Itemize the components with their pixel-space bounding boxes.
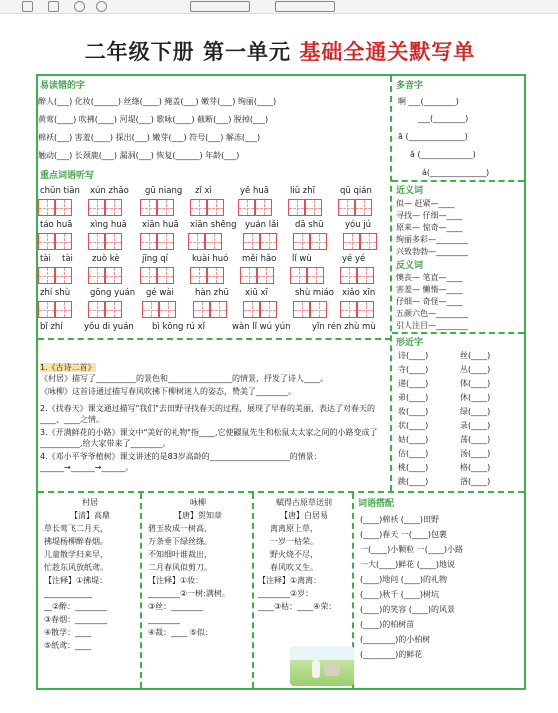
ant-line: 害羞— 懒惰—____ — [396, 285, 463, 294]
pinyin-row — [40, 254, 385, 266]
shape-right: 录(____) — [460, 421, 491, 430]
write-cell[interactable] — [338, 199, 355, 216]
write-cell[interactable] — [157, 267, 174, 284]
write-cell[interactable] — [293, 233, 310, 250]
pinyin: yuán lǎi — [245, 220, 279, 230]
poem-cunju — [44, 496, 136, 652]
poem-title: 村居 — [82, 498, 98, 507]
write-cell[interactable] — [210, 301, 227, 318]
pinyin: zǐ xì — [195, 186, 212, 196]
write-cell[interactable] — [88, 233, 105, 250]
write-cell[interactable] — [142, 301, 159, 318]
poem-note: ________②岁： — [258, 589, 314, 598]
write-cell[interactable] — [243, 301, 260, 318]
easy-row: 醉人(___) 化妆(______) 丝绦(____) 掩盖(___) 嫩芽(___) 绚丽(____) — [38, 97, 277, 106]
write-cell[interactable] — [105, 267, 122, 284]
shape-left: 桃(____) — [398, 463, 429, 472]
pinyin: dā shū — [295, 220, 324, 230]
write-cell[interactable] — [343, 233, 360, 250]
write-cell[interactable] — [193, 301, 210, 318]
match-line: (________)的小柏树 — [360, 635, 431, 644]
pinyin: bǐ zhí — [40, 322, 63, 332]
reading-item: 1.《古诗二首》 — [40, 363, 96, 372]
match-line: (____)春天 一(____)包裹 — [360, 530, 448, 539]
poem-illustration — [290, 646, 354, 686]
pinyin: táo huā — [40, 220, 73, 230]
match-line: 一(____)小颗粒 一(____)小路 — [360, 545, 464, 554]
poem-line: 二月春风似剪刀。 — [148, 563, 212, 572]
match-line: (____)的柏树苗 — [360, 620, 415, 629]
shape-left: 姑(____) — [398, 435, 429, 444]
pinyin: gōng yuán — [90, 288, 136, 298]
pinyin: liǔ zhī — [290, 186, 316, 196]
write-cell[interactable] — [88, 301, 105, 318]
shape-left: 跳(____) — [398, 477, 429, 486]
shape-left: 寺(____) — [398, 365, 429, 374]
write-cell[interactable] — [159, 301, 176, 318]
write-cell[interactable] — [307, 267, 324, 284]
poly-line: á(______________) — [422, 168, 490, 177]
poem-note: 【注释】①离离： — [258, 576, 322, 585]
pinyin: chūn tiān — [40, 186, 80, 196]
poem-note: ⑤纸鸢：____ — [44, 641, 92, 650]
pinyin: gū niang — [145, 186, 183, 196]
poly-line: ā (______________) — [398, 132, 468, 141]
write-cell[interactable] — [357, 301, 374, 318]
poem-line: 万条垂下绿丝绦。 — [148, 537, 212, 546]
section-shape: 形近字 — [396, 338, 424, 348]
poem-author: 【唐】白居易 — [280, 511, 328, 520]
match-line: (____)棉袄 (____)田野 — [360, 515, 440, 524]
save-icon[interactable] — [48, 1, 59, 12]
reading-item: 《村居》描写了__________的景色和________________的情景，抒发了诗人____。 — [40, 374, 328, 383]
ant-line: 懊丧— 笔直—____ — [396, 273, 463, 282]
pinyin: yě huā — [240, 186, 269, 196]
reading-block — [40, 362, 385, 473]
page-field[interactable] — [275, 1, 335, 12]
poem-note: ④裁：____ ⑤似： — [148, 628, 213, 637]
section-words: 重点词语听写 — [40, 171, 95, 181]
write-cell[interactable] — [260, 301, 277, 318]
poem-author: 【清】高鼎 — [70, 511, 110, 520]
pinyin: hàn zhū — [195, 288, 229, 298]
reading-item: 3.《开满鲜花的小路》课文中"美好的礼物"指____,它使鼹鼠先生和松鼠太太家之间的小路变成了__________,给大家带来了________。 — [40, 428, 378, 448]
poem-line: 春风吹又生。 — [270, 563, 318, 572]
poly-line: ǎ (_____________) — [410, 150, 476, 159]
match-line: (________)的鲜花 — [360, 650, 423, 659]
write-cell[interactable] — [38, 233, 55, 250]
poem-line: 离离原上草， — [270, 524, 318, 533]
pinyin-row — [40, 186, 385, 198]
pinyin: tài — [40, 254, 51, 264]
pinyin: jīng qí — [142, 254, 168, 264]
poem-note: ③春烟：________ — [44, 615, 108, 624]
match-line: (____)的笑容 (____)的风景 — [360, 605, 456, 614]
page-title — [30, 36, 530, 66]
poem-note: ____________ — [44, 589, 92, 598]
poem-note: ④散学：____ — [44, 628, 92, 637]
write-cell[interactable] — [288, 199, 305, 216]
divider-reading — [38, 338, 391, 340]
syn-line: 绚丽多彩—________ — [396, 235, 468, 244]
poem-author: 【唐】贺知章 — [174, 511, 222, 520]
write-cell[interactable] — [105, 233, 122, 250]
pinyin: xìng huā — [90, 220, 127, 230]
undo-icon[interactable] — [74, 1, 85, 12]
reading-item: 《咏柳》这首诗通过描写春风吹拂下柳树迷人的姿态，赞美了________。 — [40, 387, 296, 396]
zoom-field[interactable] — [190, 1, 250, 12]
shape-right: 休(____) — [460, 393, 491, 402]
shape-left: 妆(____) — [398, 407, 429, 416]
poem-note: ________ — [148, 615, 180, 624]
write-cell[interactable] — [205, 233, 222, 250]
pinyin: zhí shù — [40, 288, 71, 298]
easy-row: 棉袄(___) 害羞(____) 探出(___) 嫩芽(___) 符号(___) 解冻(___) — [38, 133, 261, 142]
syn-line: 似— 赶紧—____ — [396, 199, 455, 208]
pinyin: yóu jú — [345, 220, 372, 230]
pinyin: tài — [62, 254, 73, 264]
pinyin-row — [40, 220, 385, 232]
write-cell[interactable] — [140, 199, 157, 216]
divider-poem2 — [252, 493, 254, 688]
easy-row: 黄莺(____) 吹拂(____) 河堤(___) 歌咏(____) 截断(___) 脱掉(___) — [38, 115, 269, 124]
pinyin: yé yé — [342, 254, 366, 264]
write-cell[interactable] — [88, 199, 105, 216]
pinyin: xún zhǎo — [90, 186, 129, 196]
shape-right: 荡(____) — [460, 435, 491, 444]
divider — [392, 332, 524, 334]
poem-title: 赋得古原草送别 — [276, 498, 332, 507]
write-cell[interactable] — [310, 301, 327, 318]
match-line: 一大(____)鲜花 (____)地说 — [360, 560, 456, 569]
pinyin: wàn lǐ wú yún — [232, 322, 291, 332]
person-figure-icon — [312, 660, 320, 678]
pinyin: zuò kè — [92, 254, 120, 264]
write-cell[interactable] — [157, 233, 174, 250]
shape-left: 递(____) — [398, 379, 429, 388]
divider-poems — [38, 491, 524, 493]
write-cell[interactable] — [157, 199, 174, 216]
pinyin: xiān shēng — [190, 220, 237, 230]
shape-right: 汤(____) — [460, 449, 491, 458]
pinyin: qū qián — [340, 186, 372, 196]
divider — [392, 180, 524, 182]
write-cell[interactable] — [257, 267, 274, 284]
pinyin-row — [40, 322, 385, 334]
pinyin: yǐn rén zhù mù — [312, 322, 376, 332]
write-cell[interactable] — [188, 233, 205, 250]
write-cell[interactable] — [260, 233, 277, 250]
worksheet-page — [30, 28, 530, 698]
horse-figure-icon — [324, 664, 340, 676]
write-cell[interactable] — [140, 233, 157, 250]
poem-note: ③丝：________ — [148, 602, 204, 611]
pinyin: shù miáo — [295, 288, 334, 298]
pinyin: gé wài — [146, 288, 174, 298]
poem-line: 碧玉妆成一树高， — [148, 524, 212, 533]
syn-line: 兴致勃勃—________ — [396, 247, 468, 256]
redo-icon[interactable] — [96, 1, 107, 12]
write-cell[interactable] — [207, 267, 224, 284]
shape-right: 丝(____) — [460, 351, 491, 360]
pinyin: xiān huā — [142, 220, 179, 230]
shape-right: 洛(____) — [460, 477, 491, 486]
poly-line: ___(________) — [418, 114, 469, 123]
poem-line: 野火烧不尽， — [270, 550, 318, 559]
write-cell[interactable] — [38, 267, 55, 284]
title-black: 二年级下册 第一单元 — [84, 39, 291, 64]
section-ant: 反义词 — [396, 261, 424, 271]
poem-note: 【注释】①妆： — [148, 576, 204, 585]
shape-right: 绿(____) — [460, 407, 491, 416]
match-line: (____)秋千 (____)树坑 — [360, 590, 440, 599]
poly-line: 啊 ___(________) — [398, 97, 459, 106]
poem-title: 咏柳 — [190, 498, 206, 507]
poem-line: 一岁一枯荣。 — [270, 537, 318, 546]
write-cell[interactable] — [38, 301, 55, 318]
section-poly: 多音字 — [396, 81, 424, 91]
poem-line: 忙趁东风放纸鸢。 — [44, 563, 108, 572]
write-cell[interactable] — [55, 233, 72, 250]
write-cell[interactable] — [38, 199, 55, 216]
ant-line: 五颜六色—________ — [396, 309, 468, 318]
pinyin-row — [40, 288, 385, 300]
write-cell[interactable] — [255, 199, 272, 216]
pinyin: bì kōng rú xǐ — [152, 322, 206, 332]
write-cell[interactable] — [360, 233, 377, 250]
write-cell[interactable] — [140, 267, 157, 284]
syn-line: 原来— 惊奇—____ — [396, 223, 463, 232]
shape-right: 格(____) — [460, 463, 491, 472]
divider-poem1 — [140, 493, 142, 688]
easy-row: 触动(___) 长颈鹿(___) 漏洞(___) 恢复(______) 年龄(___) — [38, 151, 240, 160]
poem-note: ________②一树:满树。 — [148, 589, 230, 598]
pinyin: lǐ wù — [292, 254, 312, 264]
poem-line: 草长莺飞二月天， — [44, 524, 108, 533]
poem-yongliu — [148, 496, 248, 639]
section-syn: 近义词 — [396, 186, 424, 196]
write-cell[interactable] — [293, 301, 310, 318]
syn-line: 寻找— 仔细—____ — [396, 211, 463, 220]
poem-fude — [258, 496, 350, 613]
write-cell[interactable] — [190, 199, 207, 216]
poem-note: __②醉：________ — [44, 602, 108, 611]
reading-item: 2.《找春天》课文通过描写"我们"去田野寻找春天的过程，展现了早春的美丽，表达了对春天的____、____之情。 — [40, 404, 375, 424]
divider-right-top — [390, 76, 392, 491]
poem-line: 拂堤杨柳醉春烟。 — [44, 537, 108, 546]
write-cell[interactable] — [290, 267, 307, 284]
write-cell[interactable] — [55, 267, 72, 284]
write-cell[interactable] — [243, 233, 260, 250]
write-cell[interactable] — [340, 267, 357, 284]
shape-left: 估(____) — [398, 449, 429, 458]
sky-shape — [290, 646, 354, 660]
shape-left: 诗(____) — [398, 351, 429, 360]
pinyin: xiū xī — [245, 288, 268, 298]
reading-item: 4.《邓小平爷爷植树》课文讲述的是83岁高龄的____________________的情景：______→______→______。 — [40, 452, 322, 472]
poem-note: ____③枯：____④荣： — [258, 602, 337, 611]
pinyin: yǒu di yuán — [84, 322, 134, 332]
viewer-toolbar — [0, 0, 558, 14]
write-cell[interactable] — [88, 267, 105, 284]
write-cell[interactable] — [105, 301, 122, 318]
poem-note: 【注释】①拂堤： — [44, 576, 108, 585]
section-easy: 易读错的字 — [40, 81, 86, 91]
pinyin: xiǎo xīn — [342, 288, 376, 298]
match-line: (____)地问 (____)的礼物 — [360, 575, 448, 584]
write-cell[interactable] — [105, 199, 122, 216]
page-icon[interactable] — [22, 1, 33, 12]
write-cell[interactable] — [355, 199, 372, 216]
shape-left: 弟(____) — [398, 393, 429, 402]
shape-left: 状(____) — [398, 421, 429, 430]
write-cell[interactable] — [305, 199, 322, 216]
shape-right: 丛(____) — [460, 365, 491, 374]
write-cell[interactable] — [240, 267, 257, 284]
write-cell[interactable] — [55, 199, 72, 216]
write-cell[interactable] — [340, 301, 357, 318]
write-cell[interactable] — [55, 301, 72, 318]
pinyin: měi hǎo — [242, 254, 277, 264]
poem-line: 不知细叶谁裁出， — [148, 550, 212, 559]
write-cell[interactable] — [238, 199, 255, 216]
poem-line: 儿童散学归来早， — [44, 550, 108, 559]
write-cell[interactable] — [357, 267, 374, 284]
pinyin: kuài huó — [192, 254, 229, 264]
ant-line: 仔细— 奇怪—____ — [396, 297, 463, 306]
title-red: 基础全通关默写单 — [299, 39, 476, 64]
write-cell[interactable] — [207, 199, 224, 216]
shape-right: 体(____) — [460, 379, 491, 388]
write-cell[interactable] — [190, 267, 207, 284]
write-cell[interactable] — [310, 233, 327, 250]
ant-line: 引人注目—________ — [396, 321, 468, 330]
section-match: 词语搭配 — [358, 499, 395, 509]
